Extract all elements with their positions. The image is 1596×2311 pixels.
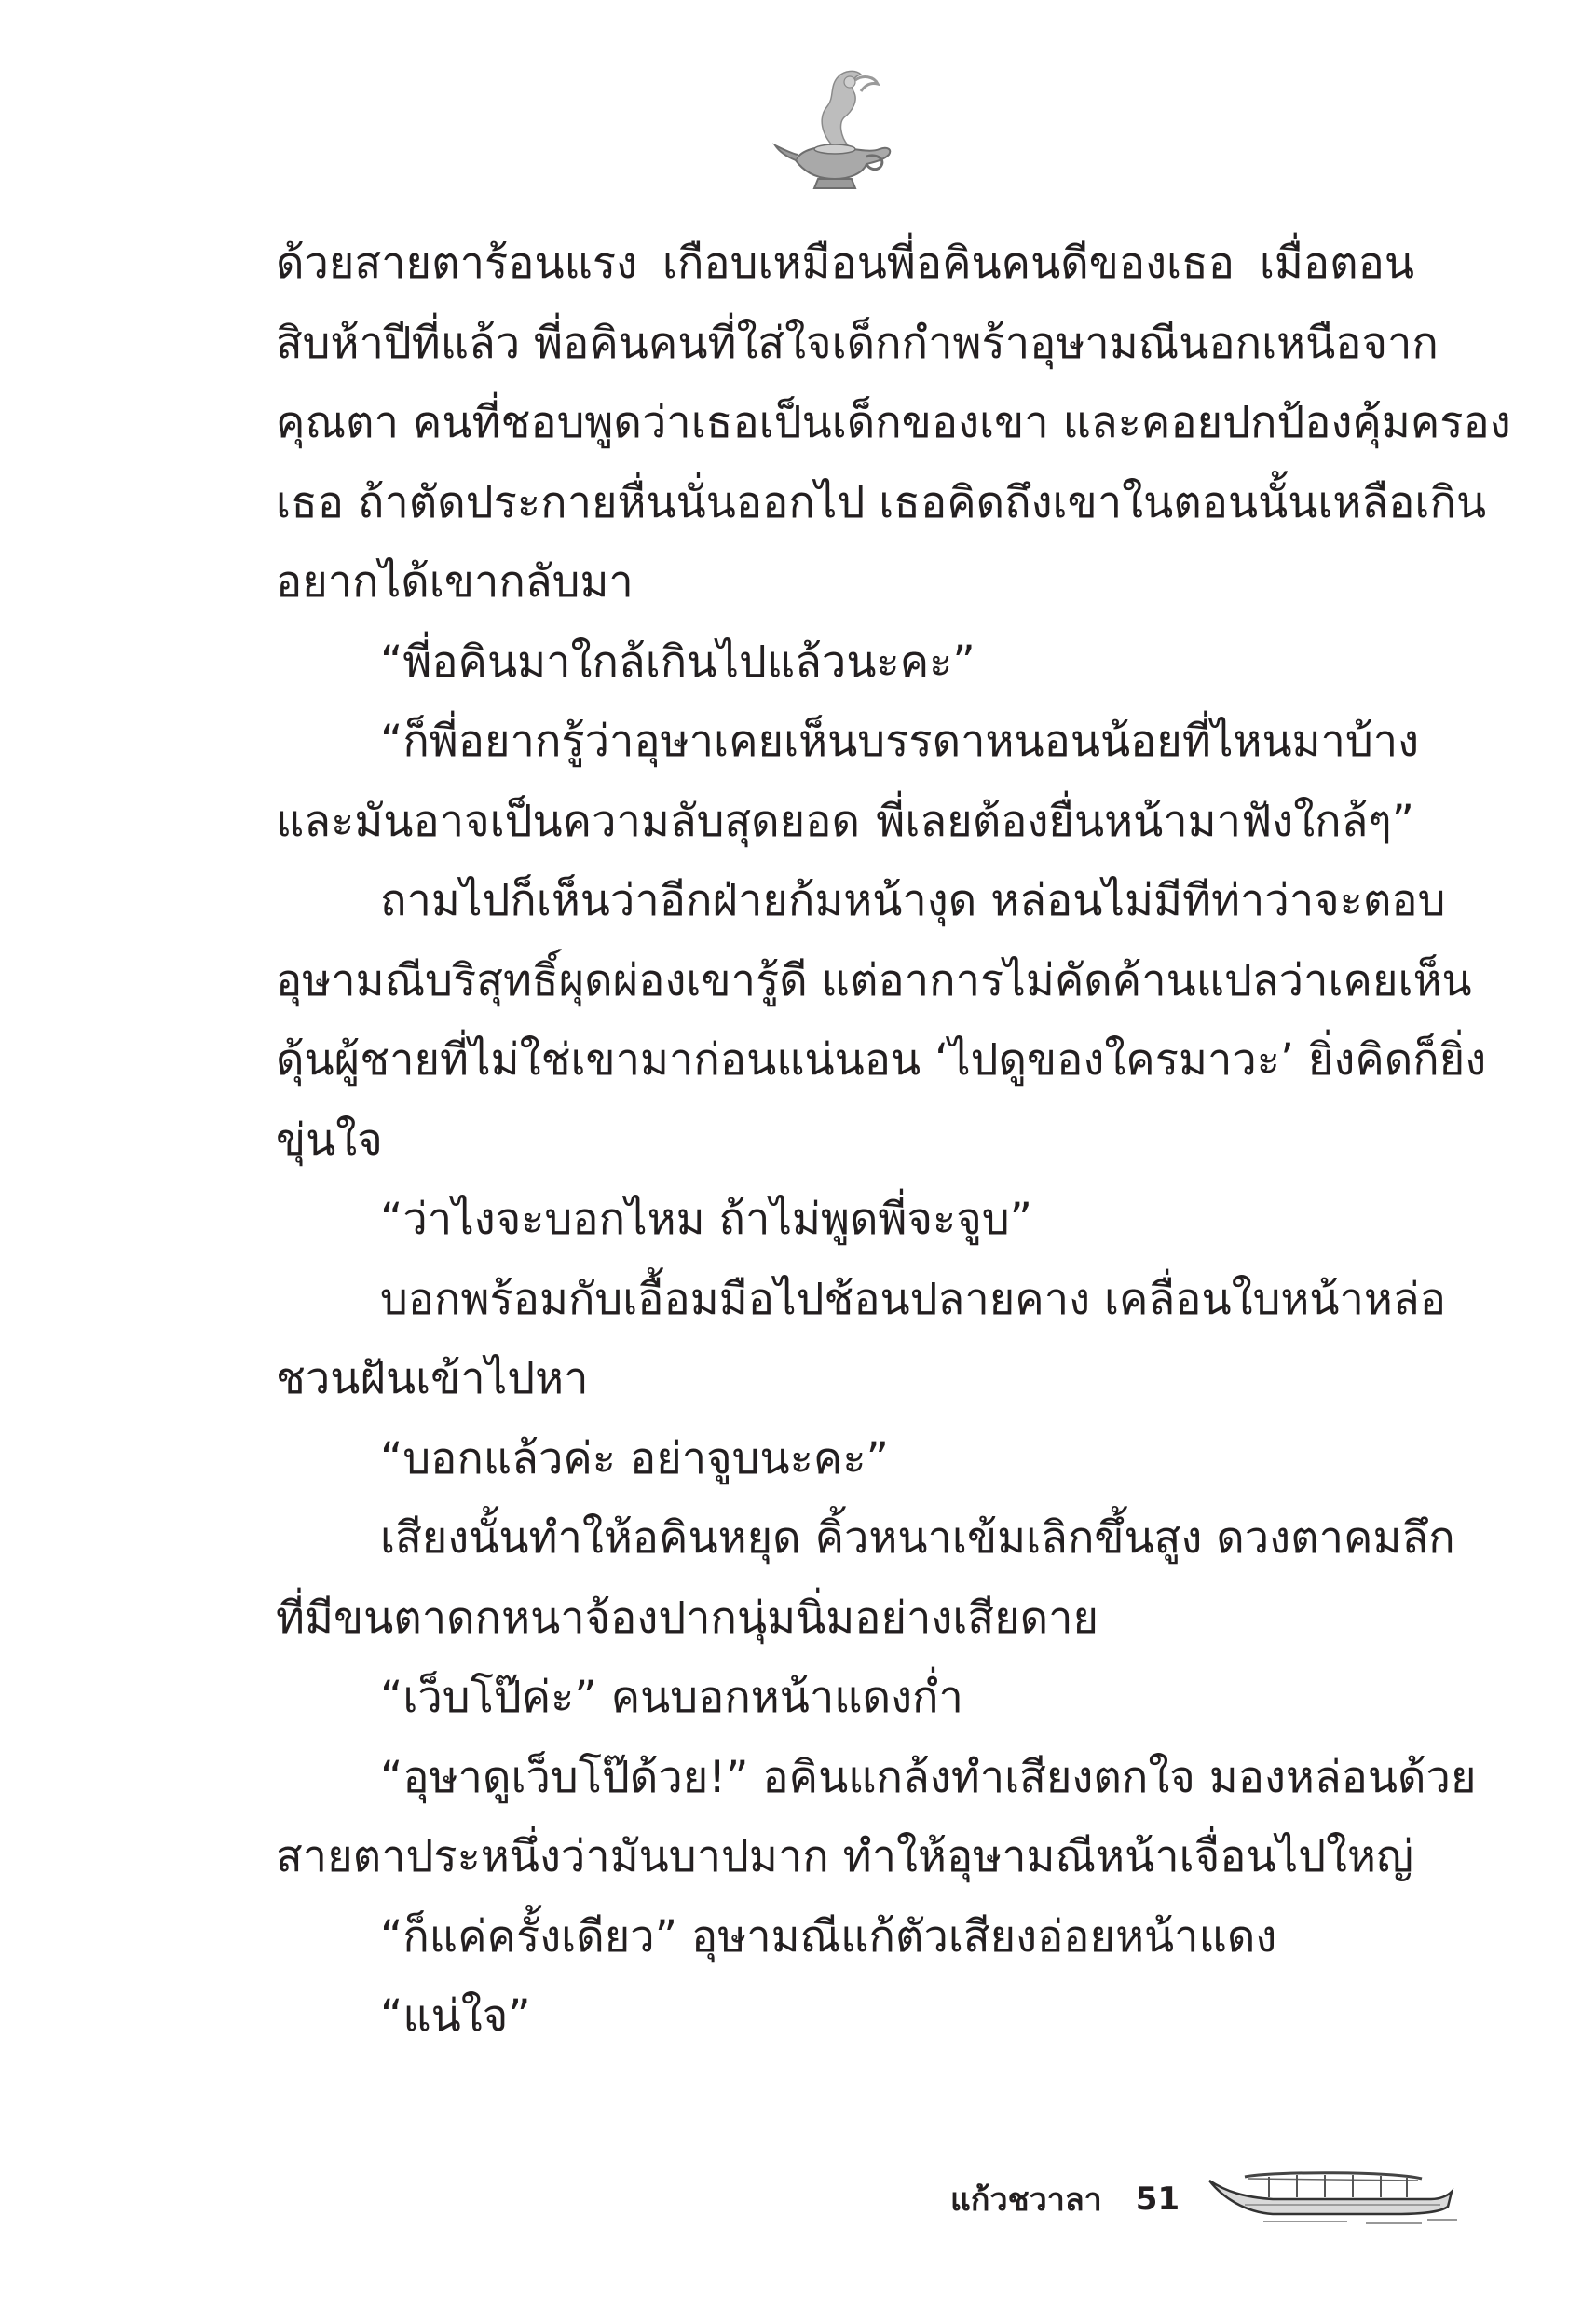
text-line: สิบห้าปีที่แล้ว พี่อคินคนที่ใส่ใจเด็กกำพร้าอุษามณีนอกเหนือจาก [276, 317, 1439, 369]
text-line: “อุษาดูเว็บโป๊ด้วย!” อคินแกล้งทำเสียงตกใจ มองหล่อนด้วย [380, 1751, 1477, 1803]
text-line: คุณตา คนที่ชอบพูดว่าเธอเป็นเด็กของเขา และคอยปกป้องคุ้มครอง [276, 397, 1511, 448]
text-line: “บอกแล้วค่ะ อย่าจูบนะคะ” [380, 1432, 889, 1484]
text-line: “ก็พี่อยากรู้ว่าอุษาเคยเห็นบรรดาหนอนน้อยที่ไหนมาบ้าง [380, 716, 1420, 767]
text-line: อยากได้เขากลับมา [276, 556, 634, 608]
text-line: สายตาประหนึ่งว่ามันบาปมาก ทำให้อุษามณีหน้าเจื่อนไปใหญ่ [276, 1831, 1414, 1882]
text-line: ดุ้นผู้ชายที่ไม่ใช่เขามาก่อนแน่นอน ‘ไปดูของใครมาวะ’ ยิ่งคิดก็ยิ่ง [276, 1034, 1487, 1086]
longtail-boat-icon [1207, 2164, 1459, 2229]
body-text [276, 224, 1511, 2057]
page-footer [950, 2167, 1180, 2232]
text-line: “พี่อคินมาใกล้เกินไปแล้วนะคะ” [380, 636, 975, 688]
text-line: “ว่าไงจะบอกไหม ถ้าไม่พูดพี่จะจูบ” [380, 1194, 1033, 1245]
text-line: “เว็บโป๊ค่ะ” คนบอกหน้าแดงก่ำ [380, 1672, 963, 1723]
text-line: ถามไปก็เห็นว่าอีกฝ่ายก้มหน้างุด หล่อนไม่มีทีท่าว่าจะตอบ [380, 875, 1446, 926]
genie-lamp-icon [770, 60, 900, 199]
text-line: “แน่ใจ” [380, 1990, 531, 2042]
book-title: แก้วชวาลา [950, 2181, 1102, 2219]
text-line: ด้วยสายตาร้อนแรง เกือบเหมือนพี่อคินคนดีของเธอ เมื่อตอน [276, 238, 1414, 289]
page-number: 51 [1135, 2181, 1180, 2218]
text-line: บอกพร้อมกับเอื้อมมือไปช้อนปลายคาง เคลื่อนใบหน้าหล่อ [380, 1273, 1446, 1325]
text-line: อุษามณีบริสุทธิ์ผุดผ่องเขารู้ดี แต่อาการไม่คัดค้านแปลว่าเคยเห็น [276, 954, 1472, 1006]
text-line: และมันอาจเป็นความลับสุดยอด พี่เลยต้องยื่นหน้ามาฟังใกล้ๆ” [276, 795, 1414, 847]
text-line: ที่มีขนตาดกหนาจ้องปากนุ่มนิ่มอย่างเสียดาย [276, 1592, 1099, 1644]
text-line: “ก็แค่ครั้งเดียว” อุษามณีแก้ตัวเสียงอ่อยหน้าแดง [380, 1910, 1277, 1962]
text-line: เธอ ถ้าตัดประกายหื่นนั่นออกไป เธอคิดถึงเขาในตอนนั้นเหลือเกิน [276, 476, 1487, 528]
text-line: ชวนฝันเข้าไปหา [276, 1353, 589, 1404]
text-line: เสียงนั้นทำให้อคินหยุด คิ้วหนาเข้มเลิกขึ้นสูง ดวงตาคมลึก [380, 1512, 1455, 1564]
text-line: ขุ่นใจ [276, 1114, 383, 1166]
